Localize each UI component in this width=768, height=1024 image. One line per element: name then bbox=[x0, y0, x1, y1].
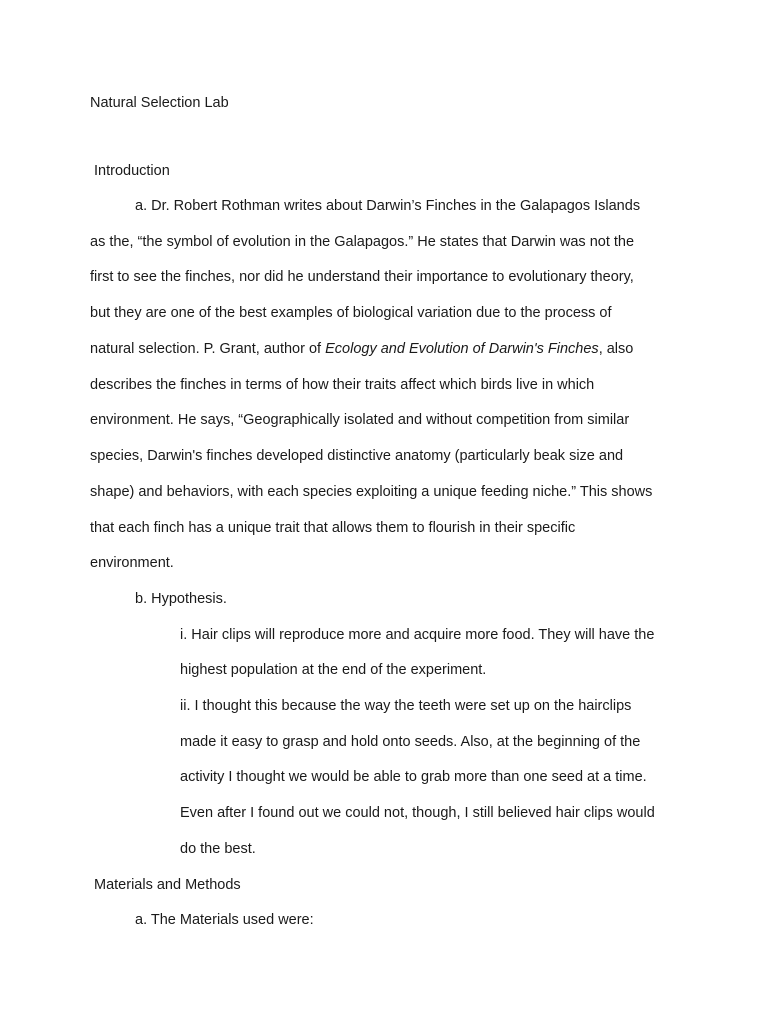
paragraph-a-line-7: environment. He says, “Geographically isolated and without competition from similar bbox=[90, 412, 630, 428]
introduction-heading: Introduction bbox=[94, 163, 170, 179]
paragraph-a-line-1: a. Dr. Robert Rothman writes about Darwin’s Finches in the Galapagos Islands bbox=[135, 198, 641, 214]
materials-item-a: a. The Materials used were: bbox=[135, 912, 314, 928]
materials-heading: Materials and Methods bbox=[94, 877, 241, 893]
paragraph-a-line-3: first to see the finches, nor did he understand their importance to evolutionary theory, bbox=[90, 269, 634, 285]
hypothesis-ii-line-5: do the best. bbox=[180, 841, 256, 857]
hypothesis-ii-line-2: made it easy to grasp and hold onto seeds. Also, at the beginning of the bbox=[180, 734, 641, 750]
hypothesis-heading: b. Hypothesis. bbox=[135, 591, 227, 607]
hypothesis-i-line-2: highest population at the end of the experiment. bbox=[180, 662, 487, 678]
hypothesis-ii-line-3: activity I thought we would be able to grab more than one seed at a time. bbox=[180, 769, 647, 785]
paragraph-a-line-4: but they are one of the best examples of biological variation due to the process of bbox=[90, 305, 612, 321]
paragraph-a-line-9: shape) and behaviors, with each species exploiting a unique feeding niche.” This shows bbox=[90, 484, 653, 500]
book-title-italic: Ecology and Evolution of Darwin's Finches bbox=[325, 341, 599, 357]
paragraph-a-line-5-post: , also bbox=[598, 341, 634, 357]
paragraph-a-line-5-pre: natural selection. P. Grant, author of bbox=[90, 341, 326, 357]
document-title: Natural Selection Lab bbox=[90, 95, 229, 111]
hypothesis-i-line-1: i. Hair clips will reproduce more and acquire more food. They will have the bbox=[180, 627, 655, 643]
paragraph-a-line-5 bbox=[90, 340, 633, 358]
paragraph-a-line-2: as the, “the symbol of evolution in the Galapagos.” He states that Darwin was not the bbox=[90, 234, 635, 250]
hypothesis-ii-line-1: ii. I thought this because the way the teeth were set up on the hairclips bbox=[180, 698, 632, 714]
paragraph-a-line-6: describes the finches in terms of how their traits affect which birds live in which bbox=[90, 377, 595, 393]
paragraph-a-line-10: that each finch has a unique trait that allows them to flourish in their specific bbox=[90, 520, 576, 536]
paragraph-a-line-11: environment. bbox=[90, 555, 174, 571]
paragraph-a-line-8: species, Darwin's finches developed distinctive anatomy (particularly beak size and bbox=[90, 448, 624, 464]
hypothesis-ii-line-4: Even after I found out we could not, though, I still believed hair clips would bbox=[180, 805, 655, 821]
